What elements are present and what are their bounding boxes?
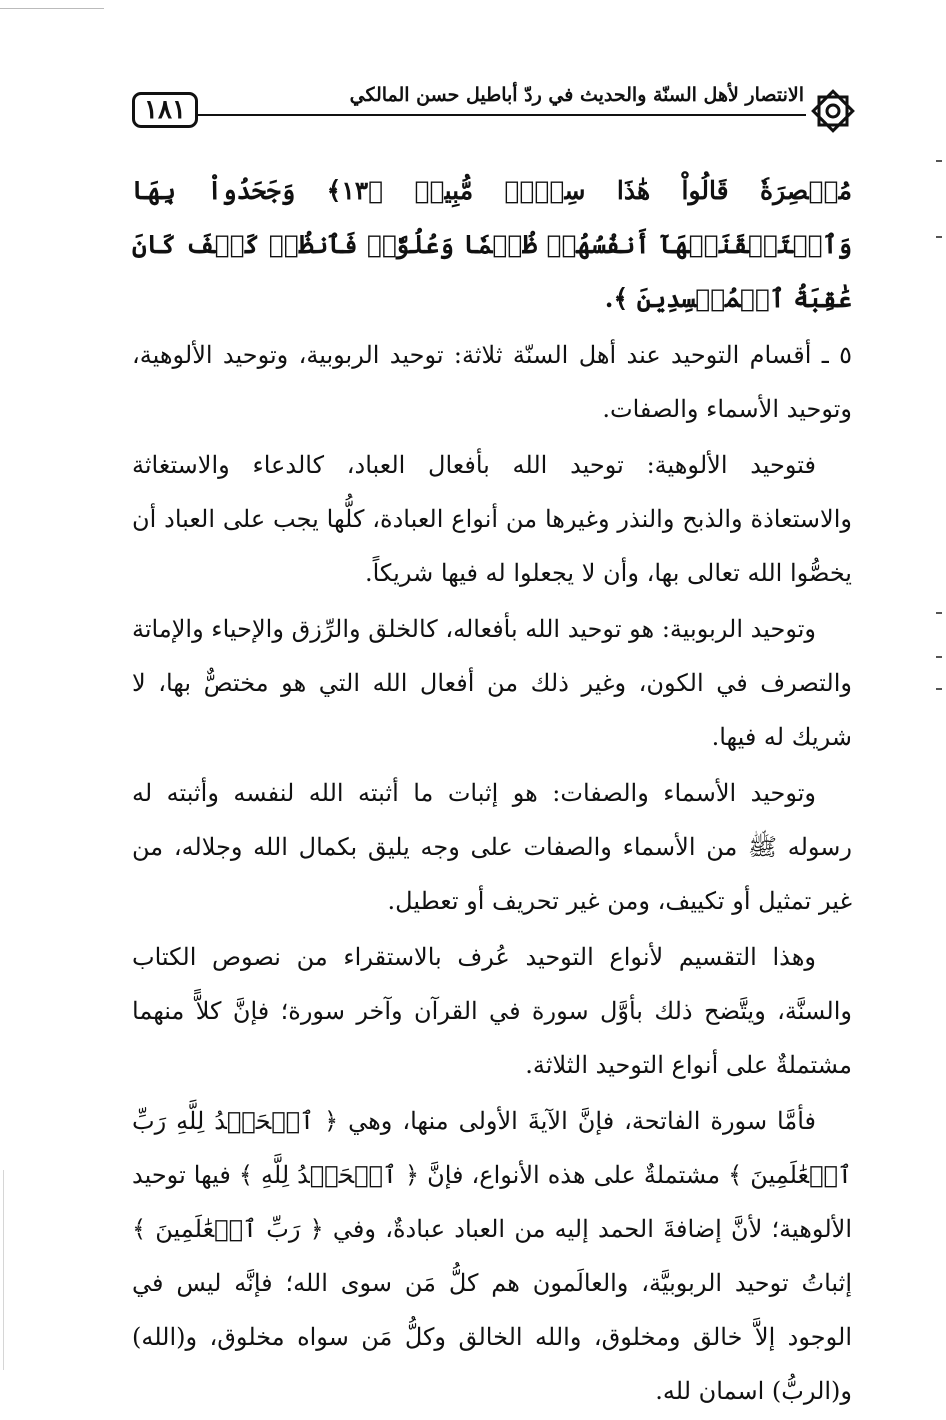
page-number: ١٨١ (144, 95, 186, 125)
paragraph-tawhid-rububiya: وتوحيد الربوبية: هو توحيد الله بأفعاله، كالخلق والرِّزق والإحياء والإماتة والتصرف في الكون، وغير ذلك من أفعال الله التي هو مختصٌّ بها، لا شريك له فيها. (132, 615, 852, 751)
page-header (132, 84, 860, 134)
page-body (132, 164, 852, 1420)
scan-artifact-line (0, 8, 104, 9)
paragraph-classification: وهذا التقسيم لأنواع التوحيد عُرف بالاستقراء من نصوص الكتاب والسنَّة، ويتَّضح ذلك بأوَّل سورة في القرآن وآخر سورة؛ فإنَّ كلاًّ منهما مشتملةٌ على أنواع التوحيد الثلاثة. (132, 943, 852, 1079)
margin-mark (936, 236, 942, 238)
header-rule (198, 114, 806, 116)
running-title: الانتصار لأهل السنّة والحديث في ردّ أباطيل حسن المالكي (342, 84, 804, 106)
quran-verse-continuation: مُبۡصِرَةٗ قَالُواْ هَٰذَا سِحۡرٞ مُّبِينٞ ﴿١٣﴾ وَجَحَدُواْ بِهَا وَٱسۡتَيۡقَنَتۡهَآ أَنفُسُهُمۡ ظُلۡمٗا وَعُلُوّٗاۚ فَٱنظُرۡ كَيۡفَ كَانَ عَٰقِبَةُ ٱلۡمُفۡسِدِينَ ﴾. (132, 176, 852, 313)
margin-mark (936, 688, 942, 690)
paragraph-tawhid-categories: ٥ ـ أقسام التوحيد عند أهل السنّة ثلاثة: توحيد الربوبية، وتوحيد الألوهية، وتوحيد الأسماء والصفات. (132, 341, 852, 423)
margin-mark (936, 612, 942, 614)
paragraph-tawhid-uluhiya: فتوحيد الألوهية: توحيد الله بأفعال العباد، كالدعاء والاستغاثة والاستعاذة والذبح والنذر وغيرها من أنواع العبادة، كلُّها يجب على العباد أن يخصُّوا الله تعالى بها، وأن لا يجعلوا له فيها شريكاً. (132, 451, 852, 587)
scan-edge-line (3, 1170, 4, 1370)
paragraph-tawhid-asma-sifat: وتوحيد الأسماء والصفات: هو إثبات ما أثبته الله لنفسه وأثبته له رسوله ﷺ من الأسماء والصفات على وجه يليق بكمال الله وجلاله، من غير تمثيل أو تكييف، ومن غير تحريف أو تعطيل. (132, 779, 852, 915)
page-number-box (132, 92, 198, 128)
paragraph-surat-al-fatiha: فأمَّا سورة الفاتحة، فإنَّ الآيةَ الأولى منها، وهي ﴿ ٱلۡحَمۡدُ لِلَّهِ رَبِّ ٱلۡعَٰلَمِينَ ﴾ مشتملةٌ على هذه الأنواع، فإنَّ ﴿ ٱلۡحَمۡدُ لِلَّهِ ﴾ فيها توحيد الألوهية؛ لأنَّ إضافةَ الحمد إليه من العباد عبادةٌ، وفي ﴿ رَبِّ ٱلۡعَٰلَمِينَ ﴾ إثباتُ توحيد الربوبيَّة، والعالَمون هم كلُّ مَن سوى الله؛ فإنَّه ليس في الوجود إلاَّ خالق ومخلوق، والله الخالق وكلُّ مَن سواه مخلوق، و(الله) و(الربُّ) اسمان لله. (132, 1107, 852, 1405)
margin-mark (936, 656, 942, 658)
star-ornament-icon (810, 88, 856, 134)
margin-mark (936, 160, 942, 162)
